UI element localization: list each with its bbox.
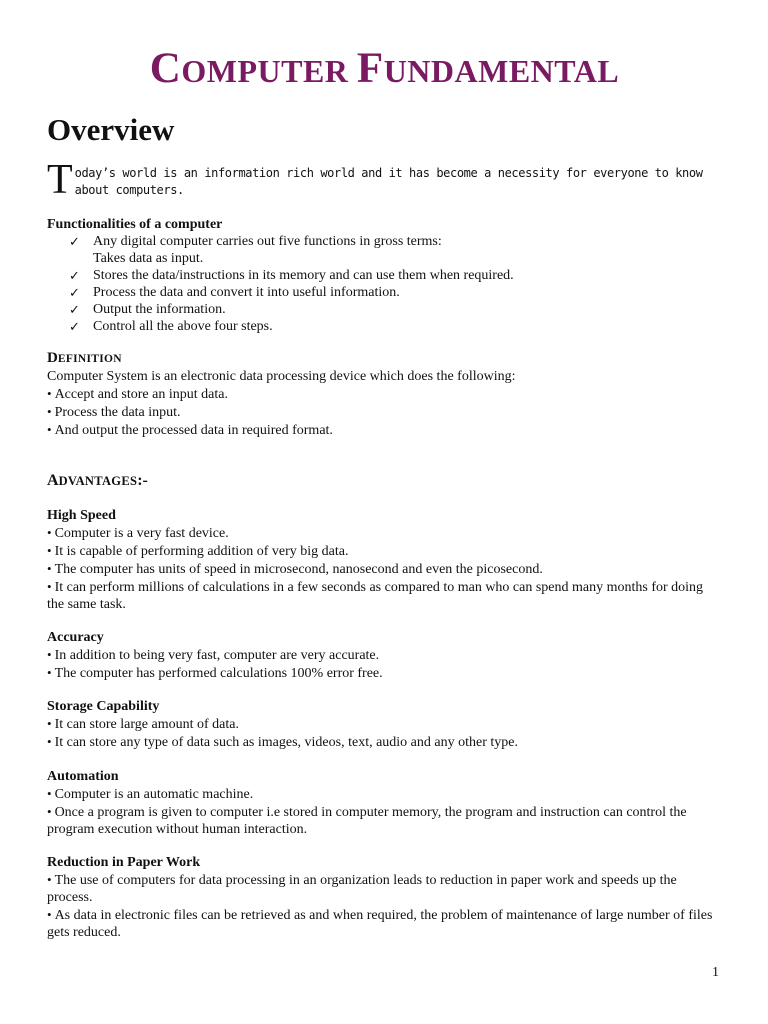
automation-section [47, 768, 722, 838]
storage-section [47, 698, 722, 751]
check-icon: ✓ [69, 319, 80, 334]
list-item: • It can perform millions of calculations in a few seconds as compared to man who can spend many months for doing the same task. [47, 579, 704, 612]
check-icon: ✓ [69, 302, 80, 317]
paperwork-heading: Reduction in Paper Work [47, 855, 201, 870]
document-title: COMPUTER FUNDAMENTAL [149, 45, 620, 92]
list-item: • It can store large amount of data. [47, 716, 239, 732]
bullet-icon: • [47, 561, 52, 576]
check-icon: ✓ [69, 285, 80, 300]
definition-text: Computer System is an electronic data processing device which does the following: [47, 369, 516, 384]
list-item: • Process the data input. [47, 404, 181, 420]
bullet-icon: • [47, 525, 52, 540]
high-speed-section [47, 507, 722, 613]
bullet-icon: • [47, 543, 52, 558]
list-item: • Accept and store an input data. [47, 386, 228, 402]
functionalities-heading: Functionalities of a computer [47, 217, 223, 232]
bullet-icon: • [47, 386, 52, 401]
list-item: • It is capable of performing addition of very big data. [47, 543, 349, 559]
automation-heading: Automation [47, 769, 119, 784]
list-item: • Computer is an automatic machine. [47, 786, 254, 802]
bullet-icon: • [47, 786, 52, 801]
functionalities-section [47, 216, 722, 335]
bullet-icon: • [47, 665, 52, 680]
accuracy-section [47, 629, 722, 682]
page-number: 1 [712, 965, 719, 980]
bullet-icon: • [47, 404, 52, 419]
bullet-icon: • [47, 872, 52, 887]
bullet-icon: • [47, 907, 52, 922]
high-speed-heading: High Speed [47, 508, 116, 523]
list-item: • The computer has units of speed in microsecond, nanosecond and even the picosecond. [47, 561, 543, 577]
list-item: • The computer has performed calculations 100% error free. [47, 665, 383, 681]
intro-text: oday’s world is an information rich world and it has become a necessity for everyone to know about computers. [74, 166, 703, 197]
list-item: • Computer is a very fast device. [47, 525, 229, 541]
bullet-icon: • [47, 734, 52, 749]
bullet-icon: • [47, 579, 52, 594]
storage-heading: Storage Capability [47, 699, 160, 714]
advantages-heading: ADVANTAGES:- [47, 472, 148, 489]
list-item: ✓ Process the data and convert it into useful information. [69, 285, 400, 300]
definition-heading: DEFINITION [47, 350, 122, 366]
list-item: ✓ Stores the data/instructions in its memory and can use them when required. [69, 268, 514, 283]
check-icon: ✓ [69, 234, 80, 249]
bullet-icon: • [47, 647, 52, 662]
check-icon: ✓ [69, 268, 80, 283]
intro-paragraph [47, 157, 722, 203]
paperwork-section [47, 854, 722, 941]
bullet-icon: • [47, 804, 52, 819]
accuracy-heading: Accuracy [47, 630, 104, 645]
list-item: • In addition to being very fast, computer are very accurate. [47, 647, 380, 663]
list-item: ✓ Control all the above four steps. [69, 319, 273, 334]
bullet-icon: • [47, 716, 52, 731]
definition-section [47, 350, 722, 439]
overview-heading: Overview [47, 112, 175, 147]
list-item: • Once a program is given to computer i.e stored in computer memory, the program and instruction can control the program execution without human interaction. [47, 804, 687, 837]
list-item: • The use of computers for data processing in an organization leads to reduction in paper work and speeds up the process. [47, 872, 677, 905]
bullet-icon: • [47, 422, 52, 437]
list-item: • It can store any type of data such as images, videos, text, audio and any other type. [47, 734, 518, 750]
drop-cap: T [47, 157, 73, 203]
list-item: ✓ Output the information. [69, 302, 226, 317]
list-item: Takes data as input. [93, 251, 204, 266]
list-item: • And output the processed data in required format. [47, 422, 333, 438]
list-item: ✓ Any digital computer carries out five functions in gross terms: [69, 234, 442, 249]
list-item: • As data in electronic files can be retrieved as and when required, the problem of maintenance of large number of files gets reduced. [47, 907, 713, 940]
